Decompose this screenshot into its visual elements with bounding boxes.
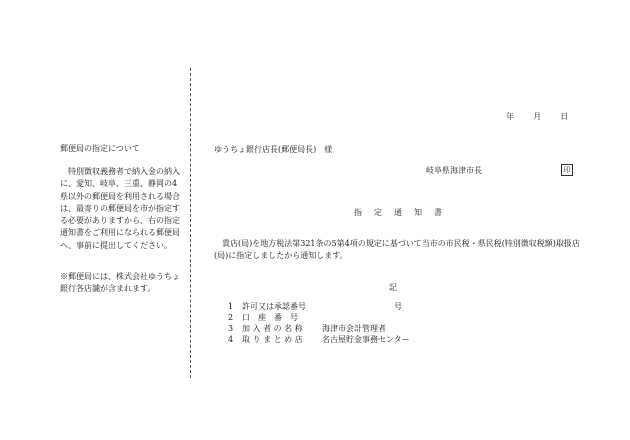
item-label: 加 入 者 の 名 称 (242, 324, 303, 333)
item-number: 2 (228, 313, 234, 322)
item-value: 海津市会計管理者 (322, 324, 386, 333)
ki-heading: 記 (389, 283, 397, 292)
sidebar-paragraph-text: 特別徴収義務者で納入金の納入に、愛知、岐阜、三重、静岡の4県以外の郵便局を利用される場合は、最寄りの郵便局を市が指定する必要がありますから、右の指定通知書をご利用になられる郵便局へ、事前に提出してください。 (60, 167, 180, 250)
notice-body (214, 238, 584, 263)
item-label: 口 座 番 号 (242, 313, 298, 322)
list-item (228, 323, 410, 334)
item-value: 名古屋貯金事務センター (322, 335, 410, 344)
sender-mayor: 岐阜県海津市長 (426, 166, 482, 175)
list-item (228, 312, 410, 323)
date-line (506, 112, 568, 122)
notice-body-text: 貴店(局)を地方税法第321条の5第4項の規定に基づいて当市の市民税・県民税(特別徴収税額)取扱店(局)に指定しましたから通知します。 (214, 239, 580, 261)
item-number: 4 (228, 335, 234, 344)
list-item (228, 334, 410, 345)
seal-stamp-box: 印 (561, 164, 573, 176)
sidebar-note: ※郵便局には、株式会社ゆうちょ銀行各店舗が含まれます。 (60, 272, 180, 294)
item-value: 号 (322, 302, 402, 311)
year-label: 年 (506, 112, 514, 121)
item-label: 取 り ま と め 店 (242, 335, 303, 344)
sidebar-title: 郵便局の指定について (60, 144, 140, 153)
document-title: 指 定 通 知 書 (354, 208, 444, 217)
item-label: 許可又は承認番号 (242, 302, 306, 311)
sidebar-paragraph (60, 166, 180, 252)
list-item (228, 301, 410, 312)
item-list (228, 301, 410, 345)
day-label: 日 (560, 112, 569, 121)
item-number: 3 (228, 324, 234, 333)
item-number: 1 (228, 302, 234, 311)
month-label: 月 (533, 112, 542, 121)
addressee: ゆうちょ銀行店長(郵便局長) 様 (214, 145, 333, 154)
cut-line-divider (190, 68, 191, 378)
